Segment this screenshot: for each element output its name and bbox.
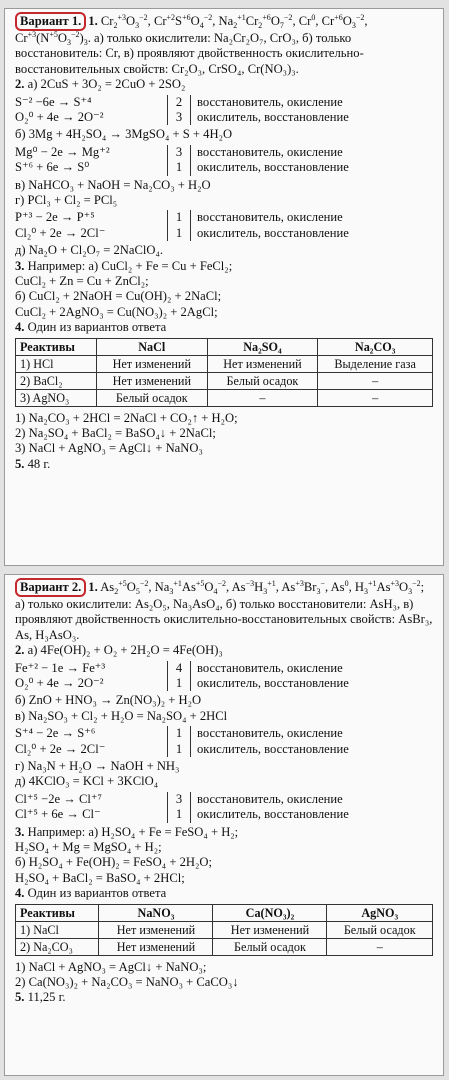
table-header: Na₂CO₃ — [318, 338, 433, 355]
balance-coef: 1 — [175, 741, 183, 756]
v2-q4-num: 4. — [15, 886, 25, 901]
table-cell: Белый осадок — [327, 921, 433, 938]
table-header: Na₂SO₄ — [207, 338, 318, 355]
v2-q3-line: б) H₂SO₄ + Fe(OH)₂ = FeSO₄ + 2H₂O; — [15, 855, 212, 870]
balance-eq: Cl⁺⁵ −2e → Cl⁺⁷ — [15, 791, 102, 806]
v1-q4-title — [15, 320, 437, 335]
v2-reagents-table — [15, 904, 433, 956]
balance-eq: Cl₂⁰ + 2e → 2Cl⁻ — [15, 225, 106, 240]
table-cell: – — [318, 372, 433, 389]
balance-eq: Cl₂⁰ + 2e → 2Cl⁻ — [15, 741, 106, 756]
v1-q2a-eq-text: а) 2CuS + 3O₂ = 2CuO + 2SO₂ — [27, 77, 186, 92]
table-header: Ca(NO₃)₂ — [213, 904, 327, 921]
table-row — [16, 389, 433, 406]
v1-q2d-eq: д) Na₂O + Cl₂O₇ = 2NaClO₄. — [15, 243, 164, 258]
v2-q1-num: 1. — [88, 580, 98, 594]
balance-eq: P⁺³ − 2e → P⁺⁵ — [15, 210, 95, 225]
v2-q5-num: 5. — [15, 990, 25, 1005]
v1-label: Вариант 1. — [15, 12, 86, 31]
table-cell: Белый осадок — [207, 372, 318, 389]
v2-q3-text: Например: а) H₂SO₄ + Fe = FeSO₄ + H₂; — [27, 824, 239, 839]
v1-reagents-table — [15, 338, 433, 407]
v2-q2a-eq-text: а) 4Fe(OH)₂ + O₂ + 2H₂O = 4Fe(OH)₃ — [27, 643, 223, 658]
balance-role: восстановитель, окисление — [197, 144, 343, 159]
v2-q2b-eq: б) ZnO + HNO₃ → Zn(NO₃)₂ + H₂O — [15, 693, 202, 708]
v2-q3-line — [15, 825, 437, 840]
balance-eq: S⁺⁴ − 2e → S⁺⁶ — [15, 726, 96, 741]
v1-q4-answer: 2) Na₂SO₄ + BaCl₂ = BaSO₄↓ + 2NaCl; — [15, 426, 216, 441]
v1-q3-text: Например: а) CuCl₂ + Fe = Cu + FeCl₂; — [27, 258, 233, 273]
table-row — [16, 938, 433, 955]
balance-coef: 1 — [175, 225, 183, 240]
table-cell: 1) HCl — [16, 355, 97, 372]
balance-eq: O₂⁰ + 4e → 2O⁻² — [15, 676, 104, 691]
balance-coef: 3 — [175, 110, 183, 125]
v2-q1: Вариант 2. 1. $As_2^{+5}O_5^{-2}$, $Na_3^{+1}As^{+5}O_4^{-2}$, $As^{-3}H_3^{+1}$, $As^{+3}Br_3^-$, As$^0$, $H_3^{+1}As^{+3}O_3^{-2}$; а) только окислители: As₂O₅, Na₃AsO₄, б) только восстановители: AsH₃, в) проявляют двойственность окислительно-восстановительных свойств: AsBr₃, As, H₃AsO₃. — [15, 579, 433, 642]
balance-coef: 3 — [175, 144, 183, 159]
v2-q2v-balance — [15, 726, 437, 757]
balance-role: окислитель, восстановление — [197, 676, 349, 691]
v1-q4-num: 4. — [15, 320, 25, 335]
v2-q2v-eq: в) Na₂SO₃ + Cl₂ + H₂O = Na₂SO₄ + 2HCl — [15, 708, 228, 723]
balance-coef: 1 — [175, 726, 183, 741]
v1-q3-line: CuCl₂ + 2AgNO₃ = Cu(NO₃)₂ + 2AgCl; — [15, 304, 218, 319]
table-header: NaNO₃ — [99, 904, 213, 921]
v1-q2a-balance — [15, 95, 437, 126]
v2-q3-line: H₂SO₄ + BaCl₂ = BaSO₄ + 2HCl; — [15, 870, 185, 885]
balance-role: восстановитель, окисление — [197, 660, 343, 675]
v1-q1-num: 1. — [88, 14, 98, 28]
v1-q5-text: 48 г. — [27, 456, 51, 471]
balance-coef: 1 — [175, 676, 183, 691]
table-header-row — [16, 338, 433, 355]
v1-q4-answer: 1) Na₂CO₃ + 2HCl = 2NaCl + CO₂↑ + H₂O; — [15, 410, 238, 425]
table-row — [16, 921, 433, 938]
v1-q2v-eq: в) NaHCO₃ + NaOH = Na₂CO₃ + H₂O — [15, 177, 211, 192]
balance-coef: 1 — [175, 210, 183, 225]
v2-q1-text: а) только окислители: As₂O₅, Na₃AsO₄, б) только восстановители: AsH₃, в) проявляют двойственность окислительно-восстановительных свойств: AsBr₃, As, H₃AsO₃. — [15, 597, 433, 642]
variant-1-block — [4, 8, 444, 566]
v1-q2b-balance — [15, 145, 437, 176]
v2-q5 — [15, 990, 437, 1005]
balance-eq: Fe⁺² − 1e → Fe⁺³ — [15, 660, 106, 675]
table-cell: – — [318, 389, 433, 406]
v1-q5 — [15, 457, 437, 472]
v1-q2b-eq: б) 3Mg + 4H₂SO₄ → 3MgSO₄ + S + 4H₂O — [15, 127, 233, 142]
table-cell: Белый осадок — [96, 389, 207, 406]
table-row — [16, 355, 433, 372]
v1-q4-title-text: Один из вариантов ответа — [27, 320, 167, 335]
balance-coef: 3 — [175, 791, 183, 806]
v2-q2d-balance — [15, 792, 437, 823]
table-cell: Нет изменений — [99, 938, 213, 955]
v2-label: Вариант 2. — [15, 578, 86, 597]
balance-role: окислитель, восстановление — [197, 741, 349, 756]
balance-eq: S⁺⁶ + 6e → S⁰ — [15, 160, 90, 175]
table-cell: 3) AgNO₃ — [16, 389, 97, 406]
balance-role: восстановитель, окисление — [197, 726, 343, 741]
v1-q5-num: 5. — [15, 456, 25, 471]
v2-q5-text: 11,25 г. — [27, 990, 66, 1005]
v1-q3-line — [15, 259, 437, 274]
table-header-row — [16, 904, 433, 921]
balance-role: окислитель, восстановление — [197, 160, 349, 175]
balance-coef: 1 — [175, 807, 183, 822]
table-cell: 2) BaCl₂ — [16, 372, 97, 389]
v1-q4-answer: 3) NaCl + AgNO₃ = AgCl↓ + NaNO₃ — [15, 441, 203, 456]
table-cell: Нет изменений — [207, 355, 318, 372]
table-cell: Белый осадок — [213, 938, 327, 955]
v1-q2g-eq: г) PCl₃ + Cl₂ = PCl₅ — [15, 193, 118, 207]
v1-q2a-eq — [15, 77, 437, 92]
v2-q3-num: 3. — [15, 824, 25, 839]
table-cell: 1) NaCl — [16, 921, 99, 938]
v1-q2-num: 2. — [15, 77, 25, 92]
v2-q2a-eq — [15, 643, 437, 658]
balance-eq: Cl⁺⁵ + 6e → Cl⁻ — [15, 807, 101, 822]
table-cell: Нет изменений — [96, 355, 207, 372]
v2-q4-title-text: Один из вариантов ответа — [27, 886, 167, 901]
table-cell: – — [207, 389, 318, 406]
balance-coef: 2 — [175, 94, 183, 109]
table-cell: 2) Na₂CO₃ — [16, 938, 99, 955]
v1-q3-line: CuCl₂ + Zn = Cu + ZnCl₂; — [15, 274, 149, 288]
v2-q2g-eq: г) Na₃N + H₂O → NaOH + NH₃ — [15, 759, 180, 773]
table-header: Реактивы — [16, 338, 97, 355]
table-header: AgNO₃ — [327, 904, 433, 921]
v2-q3-line: H₂SO₄ + Mg = MgSO₄ + H₂; — [15, 840, 162, 854]
balance-role: восстановитель, окисление — [197, 210, 343, 225]
v1-q3-num: 3. — [15, 258, 25, 273]
balance-role: восстановитель, окисление — [197, 94, 343, 109]
balance-eq: S⁻² −6e → S⁺⁴ — [15, 94, 92, 109]
table-cell: Выделение газа — [318, 355, 433, 372]
v2-q2d-eq: д) 4KClO₃ = KCl + 3KClO₄ — [15, 774, 159, 789]
balance-role: восстановитель, окисление — [197, 791, 343, 806]
table-cell: – — [327, 938, 433, 955]
table-cell: Нет изменений — [213, 921, 327, 938]
v2-q4-answer: 2) Ca(NO₃)₂ + Na₂CO₃ = NaNO₃ + CaCO₃↓ — [15, 975, 239, 990]
v2-q4-answer: 1) NaCl + AgNO₃ = AgCl↓ + NaNO₃; — [15, 959, 207, 974]
v2-q2a-balance — [15, 661, 437, 692]
table-header: Реактивы — [16, 904, 99, 921]
v1-q1: Вариант 1. 1. $Cr_2^{+3}O_3^{-2}$, $Cr^{+2}S^{+6}O_4^{-2}$, $Na_2^{+1}Cr_2^{+6}O_7^{-2}$, Cr$^0$, $Cr^{+6}O_3^{-2}$, $Cr^{+3}(N^{+5}O_3^{-2})_3$. а) только окислители: Na₂Cr₂O₇, CrO₃, б) только восстановитель: Cr, в) проявляют двойственность окислительно-восстановительных свойств: Cr₂O₃, CrSO₄, Cr(NO₃)₃. — [15, 13, 368, 76]
balance-role: окислитель, восстановление — [197, 110, 349, 125]
table-cell: Нет изменений — [96, 372, 207, 389]
table-header: NaCl — [96, 338, 207, 355]
v2-q4-title — [15, 886, 437, 901]
balance-eq: O₂⁰ + 4e → 2O⁻² — [15, 110, 104, 125]
balance-coef: 1 — [175, 160, 183, 175]
v1-q1-text: а) только окислители: Na₂Cr₂O₇, CrO₃, б) только восстановитель: Cr, в) проявляют двойственность окислительно-восстановительных свойств: Cr₂O₃, CrSO₄, Cr(NO₃)₃. — [15, 31, 364, 76]
v1-q2g-balance — [15, 210, 437, 241]
table-row — [16, 372, 433, 389]
balance-role: окислитель, восстановление — [197, 807, 349, 822]
v1-q3-line: б) CuCl₂ + 2NaOH = Cu(OH)₂ + 2NaCl; — [15, 289, 222, 304]
balance-role: окислитель, восстановление — [197, 225, 349, 240]
balance-eq: Mg⁰ − 2e → Mg⁺² — [15, 144, 110, 159]
table-cell: Нет изменений — [99, 921, 213, 938]
balance-coef: 4 — [175, 660, 183, 675]
v2-q2-num: 2. — [15, 643, 25, 658]
variant-2-block — [4, 574, 444, 1076]
